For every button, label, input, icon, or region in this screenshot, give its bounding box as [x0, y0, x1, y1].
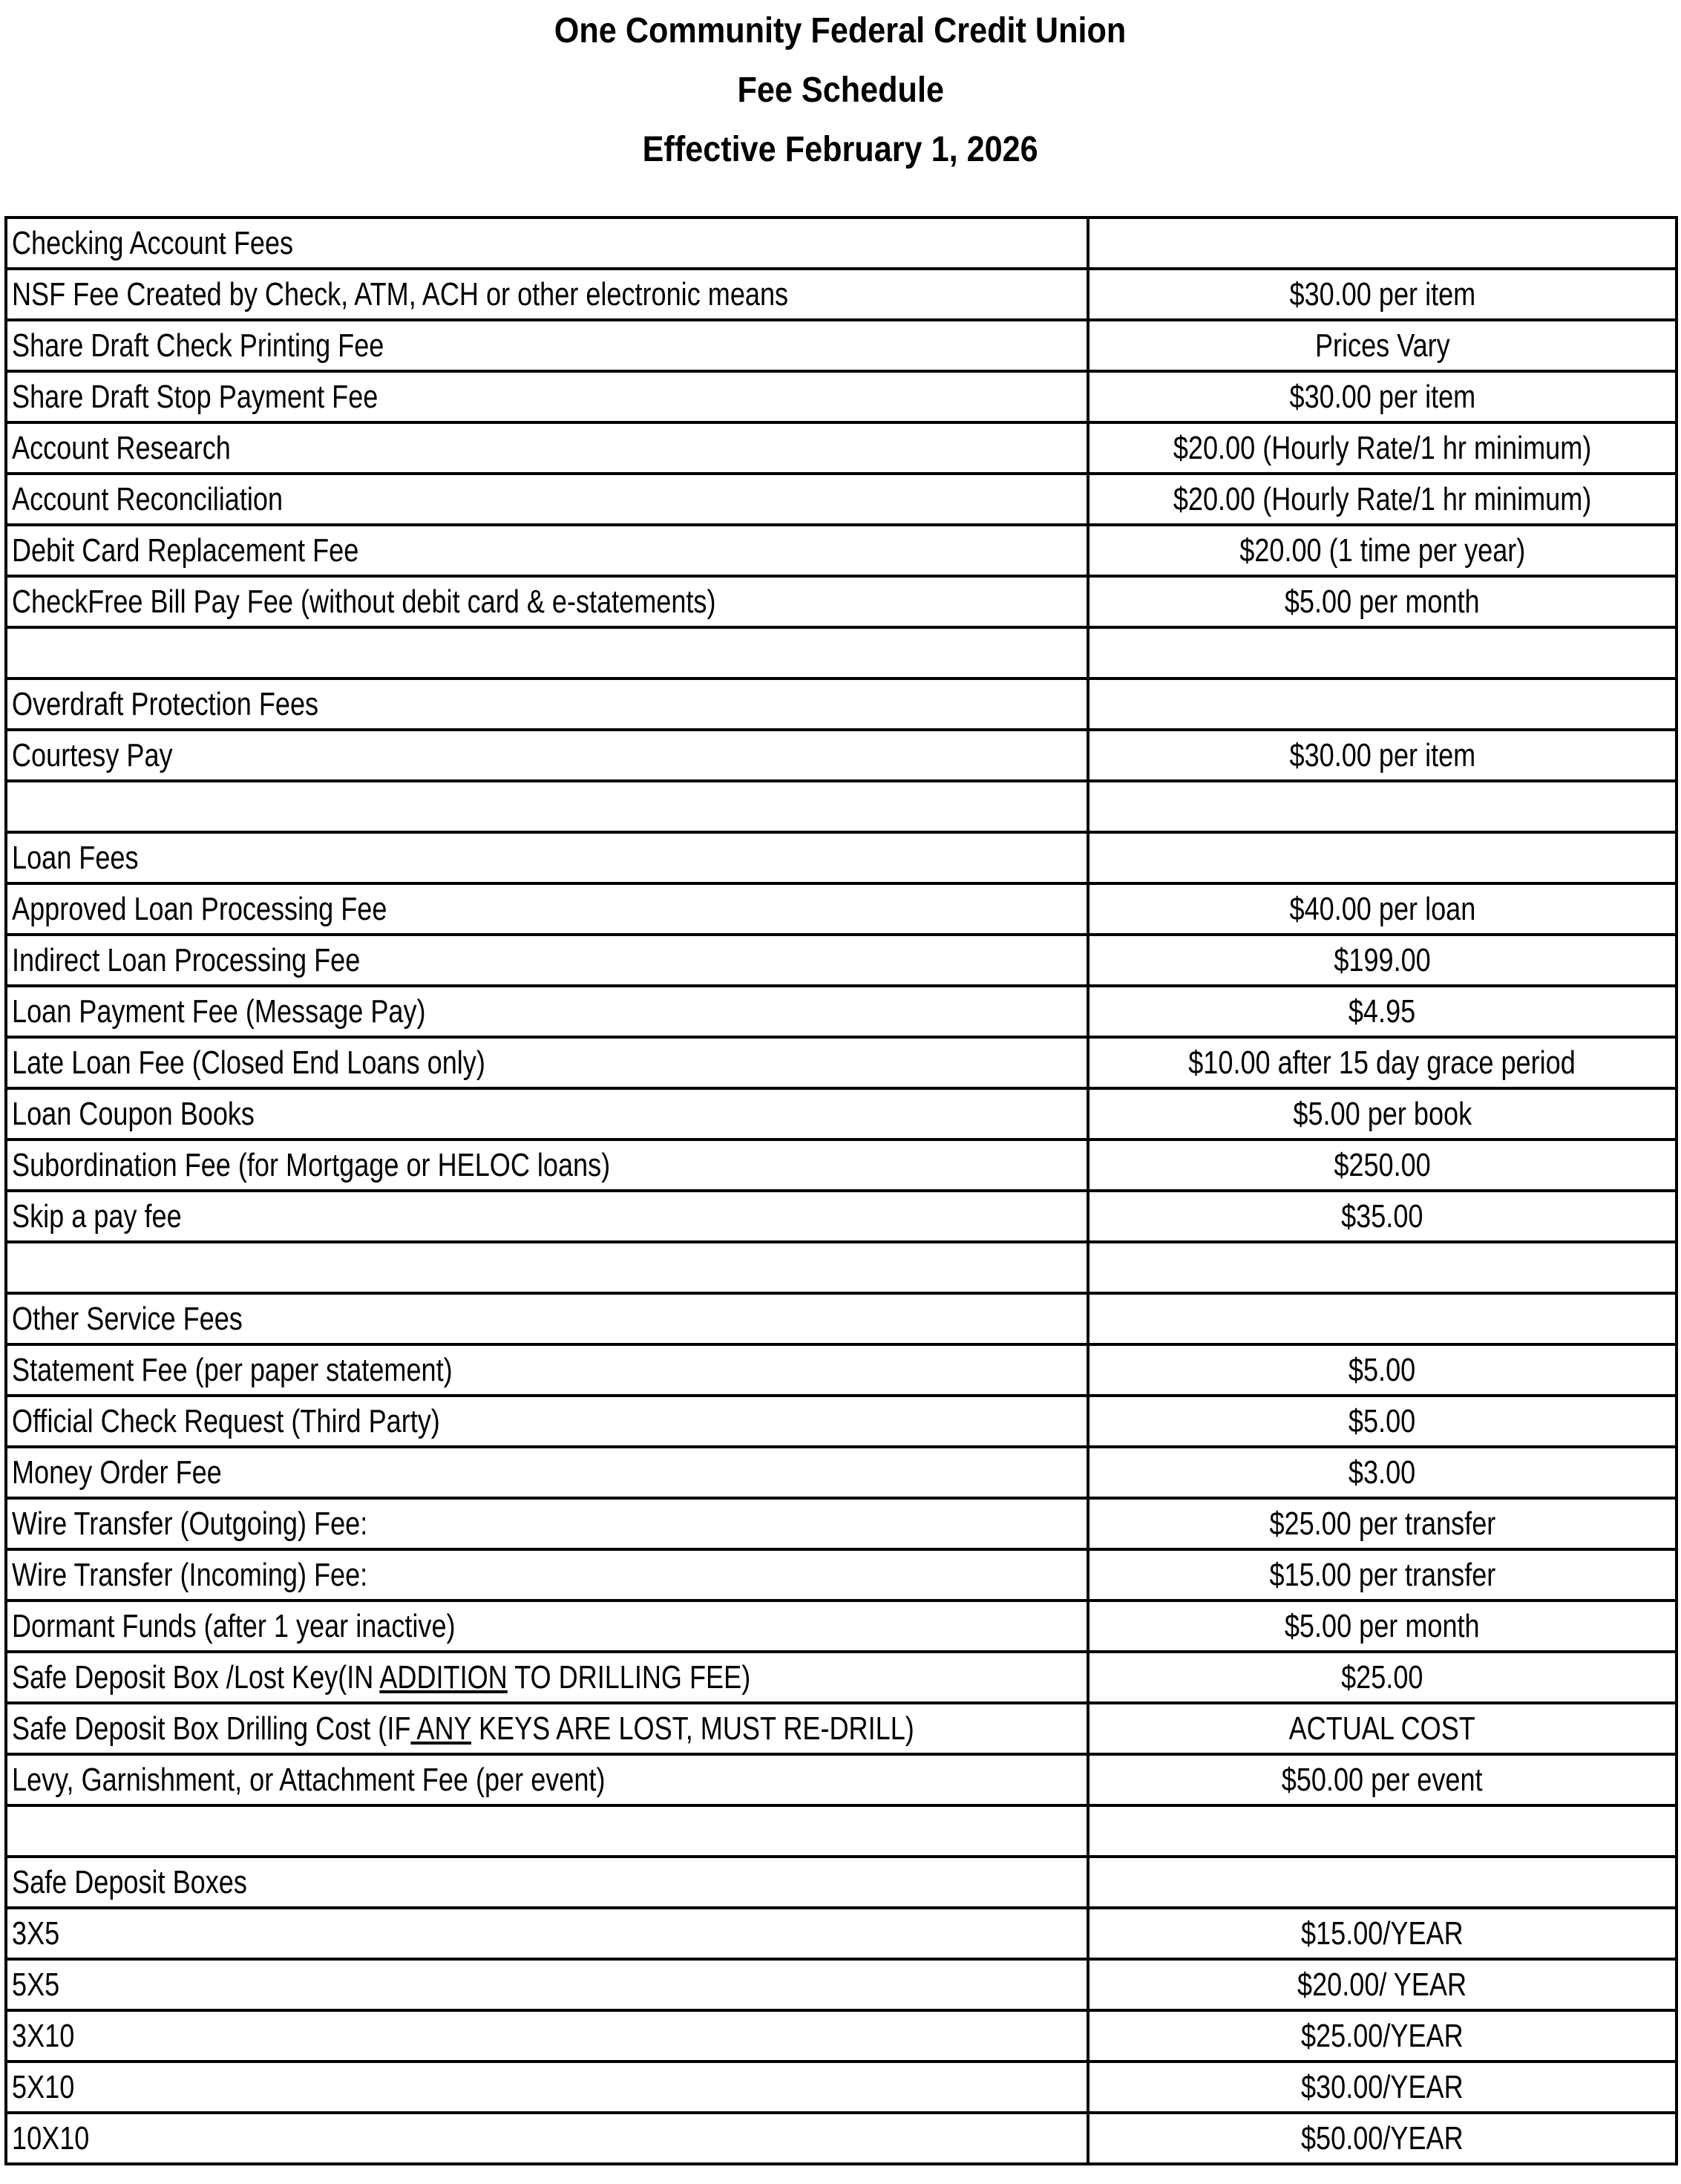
page-subtitle	[0, 61, 1681, 120]
fee-value-cell	[1088, 1959, 1677, 2010]
fee-value-cell	[1088, 1447, 1677, 1498]
plain-text: TO DRILLING FEE)	[507, 1658, 751, 1696]
fee-label-cell	[6, 1396, 1088, 1447]
fee-label-text	[12, 1659, 750, 1696]
fee-label-cell	[6, 320, 1088, 371]
spacer-label-cell	[6, 781, 1088, 832]
fee-label-text: Account Research	[12, 429, 231, 466]
spacer-label-cell	[6, 627, 1088, 679]
fee-value-cell	[1088, 986, 1677, 1037]
fee-label-cell	[6, 2113, 1088, 2164]
fee-label-cell	[6, 1703, 1088, 1754]
fee-label-text: 3X5	[12, 1915, 60, 1952]
section-header-row	[6, 1857, 1677, 1908]
fee-label-text: NSF Fee Created by Check, ATM, ACH or other electronic means	[12, 275, 789, 313]
fee-value-text: $50.00 per event	[1282, 1761, 1483, 1798]
fee-value-cell	[1088, 576, 1677, 627]
plain-text: KEYS ARE LOST, MUST RE-DRILL)	[471, 1710, 914, 1747]
fee-value-cell	[1088, 269, 1677, 320]
fee-label-text: CheckFree Bill Pay Fee (without debit card & e-statements)	[12, 583, 716, 620]
fee-row	[6, 2062, 1677, 2113]
fee-label-text: Late Loan Fee (Closed End Loans only)	[12, 1044, 485, 1081]
fee-label-cell	[6, 986, 1088, 1037]
fee-row	[6, 2113, 1677, 2164]
fee-value-text: $20.00 (Hourly Rate/1 hr minimum)	[1173, 480, 1592, 517]
fee-label-text: 5X10	[12, 2068, 75, 2105]
section-header-text: Loan Fees	[12, 839, 139, 876]
fee-value-text: $15.00 per transfer	[1269, 1556, 1495, 1593]
fee-row	[6, 1959, 1677, 2010]
fee-value-cell	[1088, 2062, 1677, 2113]
fee-value-cell	[1088, 1140, 1677, 1191]
fee-row	[6, 1191, 1677, 1242]
fee-table-body	[6, 218, 1677, 2164]
fee-row	[6, 1140, 1677, 1191]
fee-row	[6, 1754, 1677, 1805]
section-header-row	[6, 679, 1677, 730]
fee-value-text: $5.00 per month	[1285, 1607, 1480, 1644]
fee-label-text: Wire Transfer (Incoming) Fee:	[12, 1556, 368, 1593]
fee-value-text: $3.00	[1349, 1454, 1416, 1491]
fee-label-text: Approved Loan Processing Fee	[12, 890, 387, 927]
section-header-text: Other Service Fees	[12, 1300, 243, 1337]
fee-value-cell	[1088, 1037, 1677, 1088]
fee-row	[6, 1396, 1677, 1447]
effective-date-text: Effective February 1, 2026	[642, 130, 1039, 169]
fee-value-text: $50.00/YEAR	[1301, 2119, 1464, 2157]
fee-row	[6, 883, 1677, 935]
fee-label-text: Wire Transfer (Outgoing) Fee:	[12, 1505, 368, 1542]
fee-label-cell	[6, 1959, 1088, 2010]
fee-value-cell	[1088, 525, 1677, 576]
fee-value-cell	[1088, 1549, 1677, 1601]
spacer-row	[6, 1805, 1677, 1857]
fee-value-cell	[1088, 1601, 1677, 1652]
spacer-value-cell	[1088, 781, 1677, 832]
fee-value-text: $250.00	[1334, 1146, 1431, 1183]
fee-row	[6, 474, 1677, 525]
fee-value-cell	[1088, 2113, 1677, 2164]
fee-label-cell	[6, 1191, 1088, 1242]
plain-text: Safe Deposit Box /Lost Key(IN	[12, 1658, 380, 1696]
fee-value-text: $40.00 per loan	[1289, 890, 1475, 927]
fee-row	[6, 2010, 1677, 2062]
fee-label-cell	[6, 935, 1088, 986]
fee-label-cell	[6, 1140, 1088, 1191]
section-header-cell	[6, 1293, 1088, 1344]
fee-label-text: 10X10	[12, 2119, 90, 2157]
section-header-text: Safe Deposit Boxes	[12, 1863, 247, 1900]
fee-row	[6, 576, 1677, 627]
fee-row	[6, 371, 1677, 422]
fee-label-text: Indirect Loan Processing Fee	[12, 941, 361, 978]
fee-value-text: $5.00	[1349, 1351, 1416, 1388]
fee-value-cell	[1088, 1754, 1677, 1805]
fee-label-cell	[6, 1088, 1088, 1140]
fee-label-cell	[6, 2010, 1088, 2062]
fee-row	[6, 525, 1677, 576]
fee-label-cell	[6, 1447, 1088, 1498]
fee-label-cell	[6, 1754, 1088, 1805]
fee-label-text: Statement Fee (per paper statement)	[12, 1351, 453, 1388]
fee-value-text: $25.00/YEAR	[1301, 2017, 1464, 2054]
section-header-cell	[6, 679, 1088, 730]
fee-value-text: $10.00 after 15 day grace period	[1188, 1044, 1576, 1081]
fee-value-text: $30.00 per item	[1289, 378, 1475, 415]
fee-value-cell	[1088, 1344, 1677, 1396]
fee-label-text: Share Draft Stop Payment Fee	[12, 378, 379, 415]
plain-text: Safe Deposit Box Drilling Cost (IF	[12, 1710, 411, 1747]
spacer-label-cell	[6, 1242, 1088, 1293]
underlined-text: ADDITION	[379, 1658, 508, 1696]
section-header-value-cell	[1088, 679, 1677, 730]
section-header-text: Overdraft Protection Fees	[12, 685, 319, 722]
fee-label-cell	[6, 1344, 1088, 1396]
effective-date	[0, 120, 1681, 180]
spacer-row	[6, 627, 1677, 679]
fee-value-text: Prices Vary	[1314, 327, 1450, 364]
fee-row	[6, 1088, 1677, 1140]
fee-label-cell	[6, 1498, 1088, 1549]
fee-row	[6, 730, 1677, 781]
fee-label-text: Loan Coupon Books	[12, 1095, 255, 1132]
fee-label-text	[12, 1710, 914, 1747]
fee-label-text: 3X10	[12, 2017, 75, 2054]
fee-value-text: $20.00 (Hourly Rate/1 hr minimum)	[1173, 429, 1592, 466]
fee-label-cell	[6, 269, 1088, 320]
spacer-value-cell	[1088, 1805, 1677, 1857]
section-header-row	[6, 832, 1677, 883]
fee-label-text: Dormant Funds (after 1 year inactive)	[12, 1607, 456, 1644]
fee-value-text: $35.00	[1341, 1197, 1423, 1235]
fee-value-cell	[1088, 935, 1677, 986]
fee-value-text: ACTUAL COST	[1288, 1710, 1476, 1747]
fee-label-cell	[6, 1652, 1088, 1703]
fee-label-cell	[6, 2062, 1088, 2113]
fee-value-text: $5.00 per month	[1285, 583, 1480, 620]
fee-value-cell	[1088, 474, 1677, 525]
section-header-value-cell	[1088, 1857, 1677, 1908]
fee-row	[6, 1549, 1677, 1601]
section-header-cell	[6, 1857, 1088, 1908]
fee-label-text: Debit Card Replacement Fee	[12, 532, 359, 569]
fee-row	[6, 1652, 1677, 1703]
section-header-cell	[6, 832, 1088, 883]
fee-value-text: $30.00/YEAR	[1301, 2068, 1464, 2105]
fee-value-cell	[1088, 1191, 1677, 1242]
fee-row	[6, 1447, 1677, 1498]
page-title	[0, 1, 1681, 61]
fee-label-text: Account Reconciliation	[12, 480, 284, 517]
fee-label-text: Official Check Request (Third Party)	[12, 1402, 440, 1439]
fee-label-text: Courtesy Pay	[12, 736, 173, 774]
fee-label-cell	[6, 1908, 1088, 1959]
section-header-value-cell	[1088, 832, 1677, 883]
section-header-row	[6, 218, 1677, 269]
fee-value-cell	[1088, 1088, 1677, 1140]
fee-row	[6, 1908, 1677, 1959]
fee-row	[6, 1498, 1677, 1549]
fee-value-cell	[1088, 1498, 1677, 1549]
fee-value-cell	[1088, 320, 1677, 371]
section-header-value-cell	[1088, 218, 1677, 269]
section-header-value-cell	[1088, 1293, 1677, 1344]
fee-label-text: Levy, Garnishment, or Attachment Fee (per event)	[12, 1761, 606, 1798]
fee-value-text: $20.00 (1 time per year)	[1239, 532, 1526, 569]
section-header-text: Checking Account Fees	[12, 224, 294, 261]
fee-label-cell	[6, 1549, 1088, 1601]
fee-value-cell	[1088, 1703, 1677, 1754]
section-header-cell	[6, 218, 1088, 269]
fee-value-cell	[1088, 883, 1677, 935]
fee-value-text: $5.00	[1349, 1402, 1416, 1439]
fee-value-cell	[1088, 1908, 1677, 1959]
fee-value-cell	[1088, 2010, 1677, 2062]
fee-row	[6, 1601, 1677, 1652]
fee-value-text: $30.00 per item	[1289, 736, 1475, 774]
fee-value-text: $199.00	[1334, 941, 1431, 978]
fee-label-cell	[6, 883, 1088, 935]
fee-value-text: $20.00/ YEAR	[1297, 1966, 1467, 2003]
fee-label-cell	[6, 422, 1088, 474]
underlined-text: ANY	[410, 1710, 471, 1747]
fee-label-text: Loan Payment Fee (Message Pay)	[12, 993, 426, 1030]
page-title-text: One Community Federal Credit Union	[554, 11, 1127, 50]
fee-row	[6, 422, 1677, 474]
fee-value-cell	[1088, 1652, 1677, 1703]
fee-table	[4, 216, 1678, 2165]
fee-row	[6, 986, 1677, 1037]
fee-row	[6, 320, 1677, 371]
fee-value-text: $30.00 per item	[1289, 275, 1475, 313]
spacer-value-cell	[1088, 627, 1677, 679]
fee-label-cell	[6, 525, 1088, 576]
fee-label-cell	[6, 371, 1088, 422]
fee-value-cell	[1088, 730, 1677, 781]
fee-value-cell	[1088, 422, 1677, 474]
spacer-value-cell	[1088, 1242, 1677, 1293]
fee-value-text: $5.00 per book	[1293, 1095, 1472, 1132]
document-title-block	[0, 0, 1681, 180]
spacer-label-cell	[6, 1805, 1088, 1857]
fee-row	[6, 935, 1677, 986]
fee-row	[6, 1037, 1677, 1088]
fee-row	[6, 269, 1677, 320]
fee-value-text: $4.95	[1349, 993, 1416, 1030]
fee-label-cell	[6, 1037, 1088, 1088]
fee-row	[6, 1703, 1677, 1754]
fee-value-cell	[1088, 1396, 1677, 1447]
fee-label-text: Share Draft Check Printing Fee	[12, 327, 384, 364]
fee-label-text: Subordination Fee (for Mortgage or HELOC loans)	[12, 1146, 611, 1183]
page-subtitle-text: Fee Schedule	[737, 71, 944, 110]
fee-label-cell	[6, 576, 1088, 627]
spacer-row	[6, 1242, 1677, 1293]
section-header-row	[6, 1293, 1677, 1344]
fee-row	[6, 1344, 1677, 1396]
fee-value-text: $25.00	[1341, 1658, 1423, 1696]
fee-value-text: $25.00 per transfer	[1269, 1505, 1495, 1542]
fee-label-text: 5X5	[12, 1966, 60, 2003]
fee-label-text: Money Order Fee	[12, 1454, 222, 1491]
fee-label-text: Skip a pay fee	[12, 1197, 182, 1235]
fee-value-text: $15.00/YEAR	[1301, 1915, 1464, 1952]
fee-label-cell	[6, 1601, 1088, 1652]
fee-value-cell	[1088, 371, 1677, 422]
fee-label-cell	[6, 730, 1088, 781]
fee-label-cell	[6, 474, 1088, 525]
spacer-row	[6, 781, 1677, 832]
